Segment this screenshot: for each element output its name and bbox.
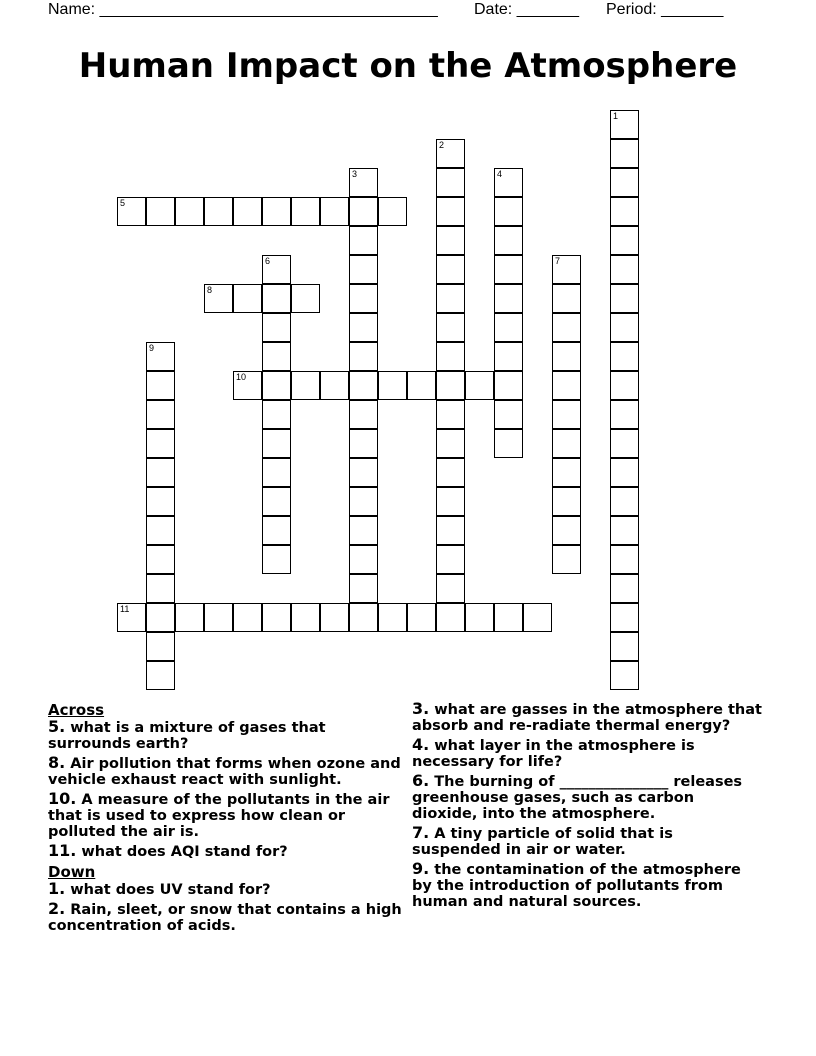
grid-cell[interactable] bbox=[494, 313, 523, 342]
cell-number: 3 bbox=[352, 169, 358, 179]
grid-cell[interactable] bbox=[262, 197, 291, 226]
cell-number: 10 bbox=[236, 372, 247, 382]
clue-down-1 bbox=[48, 881, 408, 898]
grid-cell[interactable] bbox=[494, 168, 523, 197]
grid-cell[interactable] bbox=[146, 516, 175, 545]
grid-cell[interactable] bbox=[610, 516, 639, 545]
grid-cell[interactable] bbox=[494, 342, 523, 371]
clue-across-10 bbox=[48, 791, 408, 840]
grid-cell[interactable] bbox=[436, 342, 465, 371]
clue-text: what does AQI stand for? bbox=[76, 844, 288, 860]
grid-cell[interactable] bbox=[610, 342, 639, 371]
page-title: Human Impact on the Atmosphere bbox=[78, 46, 738, 86]
grid-cell[interactable] bbox=[494, 197, 523, 226]
grid-cell[interactable] bbox=[262, 284, 291, 313]
clue-number: 11. bbox=[48, 841, 77, 860]
grid-cell[interactable] bbox=[146, 458, 175, 487]
grid-cell[interactable] bbox=[436, 197, 465, 226]
clue-number: 10. bbox=[48, 789, 77, 808]
grid-cell[interactable] bbox=[262, 545, 291, 574]
grid-cell[interactable] bbox=[262, 458, 291, 487]
grid-cell[interactable] bbox=[494, 429, 523, 458]
period-field[interactable]: Period: _______ bbox=[606, 1, 724, 18]
grid-cell[interactable] bbox=[262, 313, 291, 342]
grid-cell[interactable] bbox=[610, 110, 639, 139]
grid-cell[interactable] bbox=[407, 371, 436, 400]
clue-down-7 bbox=[412, 825, 762, 858]
grid-cell[interactable] bbox=[262, 400, 291, 429]
clue-number: 5. bbox=[48, 717, 66, 736]
grid-cell[interactable] bbox=[146, 545, 175, 574]
grid-cell[interactable] bbox=[233, 197, 262, 226]
grid-cell[interactable] bbox=[262, 342, 291, 371]
date-field[interactable]: Date: _______ bbox=[474, 1, 579, 18]
clue-text: the contamination of the atmosphere by the introduction of pollutants from human and natural sources. bbox=[412, 862, 741, 910]
grid-cell[interactable] bbox=[552, 487, 581, 516]
grid-cell[interactable] bbox=[436, 429, 465, 458]
grid-cell[interactable] bbox=[349, 226, 378, 255]
clues-right-column bbox=[412, 701, 762, 913]
grid-cell[interactable] bbox=[610, 226, 639, 255]
grid-cell[interactable] bbox=[552, 458, 581, 487]
grid-cell[interactable] bbox=[320, 603, 349, 632]
grid-cell[interactable] bbox=[204, 284, 233, 313]
clue-down-4 bbox=[412, 737, 762, 770]
clue-number: 1. bbox=[48, 879, 66, 898]
grid-cell[interactable] bbox=[117, 603, 146, 632]
grid-cell[interactable] bbox=[610, 168, 639, 197]
grid-cell[interactable] bbox=[552, 400, 581, 429]
grid-cell[interactable] bbox=[494, 226, 523, 255]
clue-text: what does UV stand for? bbox=[65, 882, 271, 898]
grid-cell[interactable] bbox=[523, 603, 552, 632]
cell-number: 7 bbox=[555, 256, 561, 266]
grid-cell[interactable] bbox=[146, 487, 175, 516]
grid-cell[interactable] bbox=[610, 545, 639, 574]
grid-cell[interactable] bbox=[436, 139, 465, 168]
grid-cell[interactable] bbox=[610, 371, 639, 400]
grid-cell[interactable] bbox=[494, 284, 523, 313]
grid-cell[interactable] bbox=[610, 284, 639, 313]
grid-cell[interactable] bbox=[262, 255, 291, 284]
grid-cell[interactable] bbox=[436, 255, 465, 284]
grid-cell[interactable] bbox=[262, 487, 291, 516]
grid-cell[interactable] bbox=[465, 603, 494, 632]
grid-cell[interactable] bbox=[291, 371, 320, 400]
grid-cell[interactable] bbox=[349, 371, 378, 400]
grid-cell[interactable] bbox=[262, 516, 291, 545]
grid-cell[interactable] bbox=[610, 458, 639, 487]
clue-text: Rain, sleet, or snow that contains a high concentration of acids. bbox=[48, 902, 402, 934]
grid-cell[interactable] bbox=[436, 458, 465, 487]
grid-cell[interactable] bbox=[610, 603, 639, 632]
grid-cell[interactable] bbox=[552, 313, 581, 342]
grid-cell[interactable] bbox=[610, 574, 639, 603]
grid-cell[interactable] bbox=[349, 168, 378, 197]
clues-left-column bbox=[48, 701, 408, 937]
grid-cell[interactable] bbox=[610, 139, 639, 168]
grid-cell[interactable] bbox=[378, 603, 407, 632]
grid-cell[interactable] bbox=[349, 400, 378, 429]
cell-number: 4 bbox=[497, 169, 503, 179]
cell-number: 8 bbox=[207, 285, 213, 295]
clue-text: A tiny particle of solid that is suspended in air or water. bbox=[412, 826, 673, 858]
grid-cell[interactable] bbox=[465, 371, 494, 400]
grid-cell[interactable] bbox=[262, 429, 291, 458]
grid-cell[interactable] bbox=[436, 168, 465, 197]
grid-cell[interactable] bbox=[349, 255, 378, 284]
clue-text: A measure of the pollutants in the air that is used to express how clean or polluted the air is. bbox=[48, 792, 390, 840]
grid-cell[interactable] bbox=[436, 226, 465, 255]
grid-cell[interactable] bbox=[146, 632, 175, 661]
grid-cell[interactable] bbox=[436, 400, 465, 429]
grid-cell[interactable] bbox=[291, 284, 320, 313]
grid-cell[interactable] bbox=[349, 574, 378, 603]
grid-cell[interactable] bbox=[262, 603, 291, 632]
grid-cell[interactable] bbox=[436, 313, 465, 342]
grid-cell[interactable] bbox=[117, 197, 146, 226]
grid-cell[interactable] bbox=[610, 429, 639, 458]
grid-cell[interactable] bbox=[146, 603, 175, 632]
grid-cell[interactable] bbox=[349, 429, 378, 458]
name-field[interactable]: Name: ______________________________________ bbox=[48, 1, 438, 18]
clue-across-5 bbox=[48, 719, 408, 752]
grid-cell[interactable] bbox=[233, 371, 262, 400]
grid-cell[interactable] bbox=[610, 313, 639, 342]
grid-cell[interactable] bbox=[349, 487, 378, 516]
clue-text: what are gasses in the atmosphere that absorb and re-radiate thermal energy? bbox=[412, 702, 762, 734]
grid-cell[interactable] bbox=[146, 574, 175, 603]
grid-cell[interactable] bbox=[552, 342, 581, 371]
grid-cell[interactable] bbox=[436, 284, 465, 313]
clue-down-3 bbox=[412, 701, 762, 734]
clue-across-11 bbox=[48, 843, 408, 860]
clue-down-6 bbox=[412, 773, 762, 822]
grid-cell[interactable] bbox=[552, 516, 581, 545]
grid-cell[interactable] bbox=[610, 255, 639, 284]
clue-number: 7. bbox=[412, 823, 430, 842]
grid-cell[interactable] bbox=[146, 429, 175, 458]
grid-cell[interactable] bbox=[204, 197, 233, 226]
grid-cell[interactable] bbox=[610, 400, 639, 429]
grid-cell[interactable] bbox=[349, 603, 378, 632]
grid-cell[interactable] bbox=[552, 545, 581, 574]
clue-across-8 bbox=[48, 755, 408, 788]
grid-cell[interactable] bbox=[349, 516, 378, 545]
grid-cell[interactable] bbox=[436, 487, 465, 516]
clue-number: 9. bbox=[412, 859, 430, 878]
grid-cell[interactable] bbox=[378, 197, 407, 226]
grid-cell[interactable] bbox=[552, 255, 581, 284]
grid-cell[interactable] bbox=[233, 284, 262, 313]
cell-number: 11 bbox=[120, 604, 130, 614]
grid-cell[interactable] bbox=[349, 458, 378, 487]
grid-cell[interactable] bbox=[175, 603, 204, 632]
grid-cell[interactable] bbox=[146, 371, 175, 400]
grid-cell[interactable] bbox=[610, 197, 639, 226]
grid-cell[interactable] bbox=[233, 603, 262, 632]
grid-cell[interactable] bbox=[291, 197, 320, 226]
grid-cell[interactable] bbox=[349, 197, 378, 226]
grid-cell[interactable] bbox=[349, 545, 378, 574]
grid-cell[interactable] bbox=[436, 603, 465, 632]
grid-cell[interactable] bbox=[320, 371, 349, 400]
grid-cell[interactable] bbox=[407, 603, 436, 632]
grid-cell[interactable] bbox=[552, 429, 581, 458]
cell-number: 5 bbox=[120, 198, 126, 208]
across-heading: Across bbox=[48, 701, 105, 719]
grid-cell[interactable] bbox=[175, 197, 204, 226]
grid-cell[interactable] bbox=[204, 603, 233, 632]
grid-cell[interactable] bbox=[436, 545, 465, 574]
grid-cell[interactable] bbox=[610, 661, 639, 690]
grid-cell[interactable] bbox=[552, 371, 581, 400]
grid-cell[interactable] bbox=[494, 371, 523, 400]
grid-cell[interactable] bbox=[349, 342, 378, 371]
grid-cell[interactable] bbox=[494, 603, 523, 632]
grid-cell[interactable] bbox=[146, 342, 175, 371]
grid-cell[interactable] bbox=[436, 574, 465, 603]
clue-text: Air pollution that forms when ozone and vehicle exhaust react with sunlight. bbox=[48, 756, 401, 788]
cell-number: 9 bbox=[149, 343, 155, 353]
clue-number: 8. bbox=[48, 753, 66, 772]
grid-cell[interactable] bbox=[610, 487, 639, 516]
grid-cell[interactable] bbox=[146, 400, 175, 429]
grid-cell[interactable] bbox=[146, 661, 175, 690]
cell-number: 2 bbox=[439, 140, 445, 150]
grid-cell[interactable] bbox=[494, 400, 523, 429]
grid-cell[interactable] bbox=[349, 284, 378, 313]
grid-cell[interactable] bbox=[552, 284, 581, 313]
grid-cell[interactable] bbox=[349, 313, 378, 342]
grid-cell[interactable] bbox=[291, 603, 320, 632]
clue-text: The burning of _______________ releases greenhouse gases, such as carbon dioxide, into the atmosphere. bbox=[412, 774, 743, 822]
clue-down-2 bbox=[48, 901, 408, 934]
clue-number: 3. bbox=[412, 699, 430, 718]
cell-number: 6 bbox=[265, 256, 271, 266]
down-heading: Down bbox=[48, 863, 96, 881]
grid-cell[interactable] bbox=[146, 197, 175, 226]
clue-text: what is a mixture of gases that surrounds earth? bbox=[48, 720, 326, 752]
clue-number: 6. bbox=[412, 771, 430, 790]
clue-down-9 bbox=[412, 861, 762, 910]
grid-cell[interactable] bbox=[610, 632, 639, 661]
clue-text: what layer in the atmosphere is necessary for life? bbox=[412, 738, 695, 770]
grid-cell[interactable] bbox=[320, 197, 349, 226]
grid-cell[interactable] bbox=[436, 371, 465, 400]
clue-number: 2. bbox=[48, 899, 66, 918]
grid-cell[interactable] bbox=[378, 371, 407, 400]
cell-number: 1 bbox=[613, 111, 619, 121]
grid-cell[interactable] bbox=[494, 255, 523, 284]
clue-number: 4. bbox=[412, 735, 430, 754]
grid-cell[interactable] bbox=[262, 371, 291, 400]
grid-cell[interactable] bbox=[436, 516, 465, 545]
